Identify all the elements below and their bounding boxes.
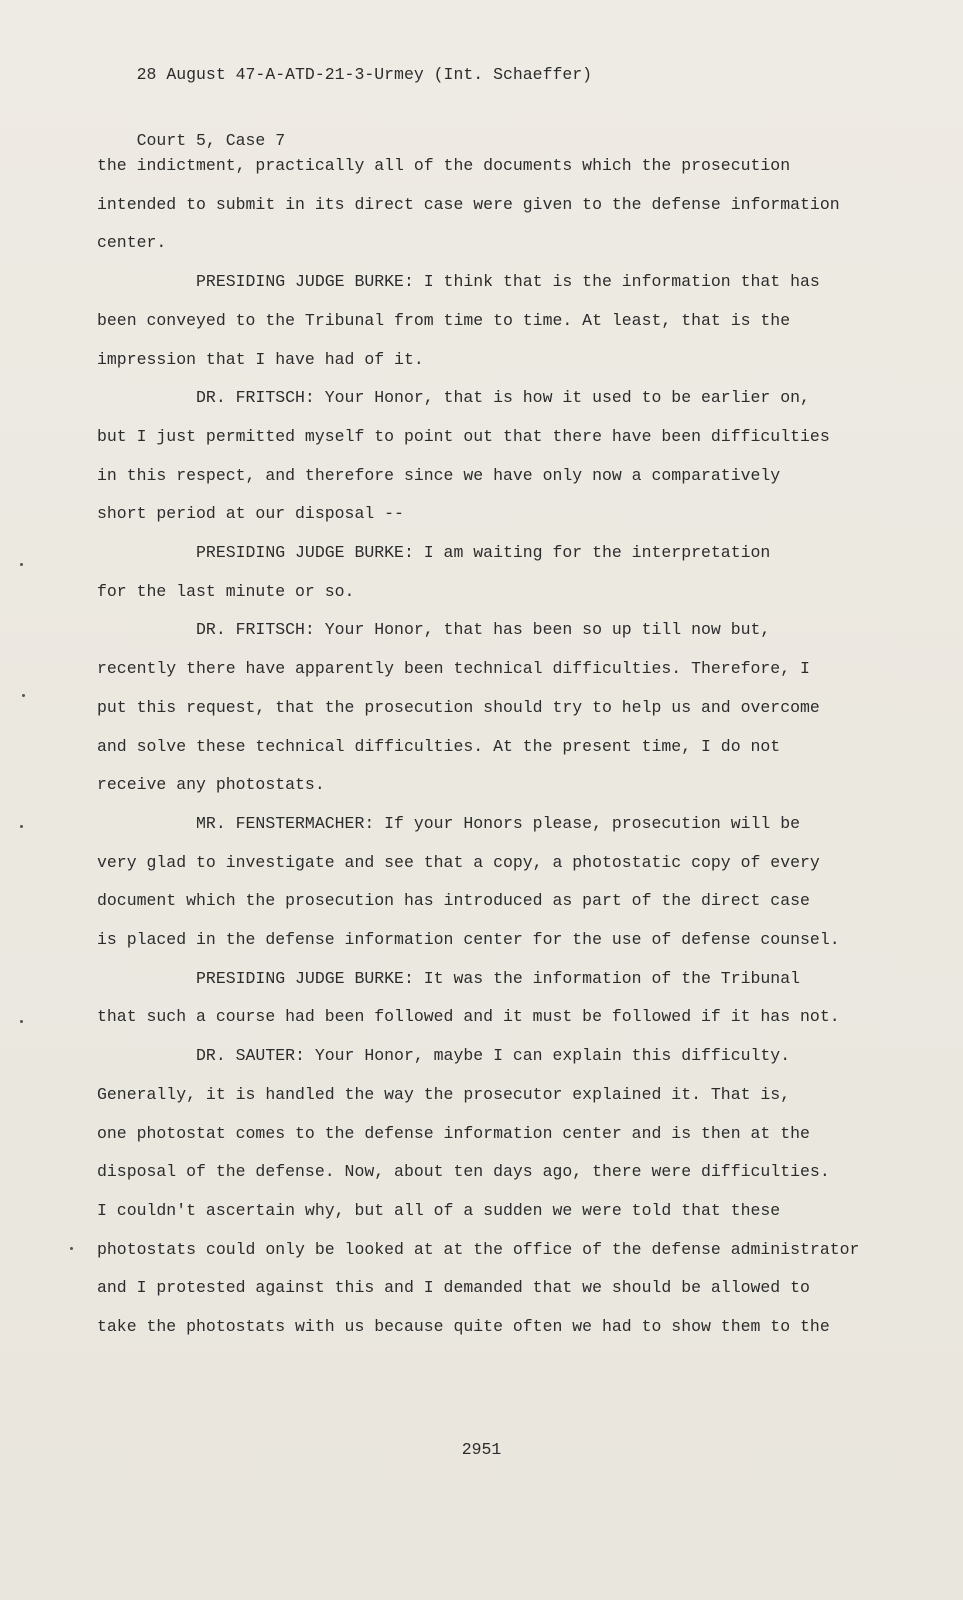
- transcript-line: PRESIDING JUDGE BURKE: I am waiting for the interpretation: [97, 543, 771, 563]
- paper-speck: [20, 563, 23, 566]
- header-line-court-case: Court 5, Case 7: [136, 131, 286, 150]
- transcript-line: center.: [97, 233, 167, 253]
- transcript-line: but I just permitted myself to point out that there have been difficulties: [97, 426, 830, 446]
- transcript-line: one photostat comes to the defense information center and is then at the: [97, 1123, 810, 1143]
- transcript-line: I couldn't ascertain why, but all of a sudden we were told that these: [97, 1200, 781, 1220]
- transcript-line: and I protested against this and I demanded that we should be allowed to: [97, 1278, 810, 1298]
- page-number: 2951: [461, 1440, 502, 1459]
- transcript-line: very glad to investigate and see that a copy, a photostatic copy of every: [97, 852, 820, 872]
- transcript-line: DR. FRITSCH: Your Honor, that is how it used to be earlier on,: [97, 388, 810, 408]
- transcript-body: [97, 147, 887, 1347]
- paper-speck: [20, 825, 23, 828]
- transcript-line: PRESIDING JUDGE BURKE: It was the information of the Tribunal: [97, 968, 801, 988]
- paper-speck: [22, 694, 25, 697]
- transcript-line: DR. SAUTER: Your Honor, maybe I can explain this difficulty.: [97, 1046, 791, 1066]
- transcript-line: intended to submit in its direct case were given to the defense information: [97, 194, 840, 214]
- transcript-line: receive any photostats.: [97, 775, 325, 795]
- transcript-line: document which the prosecution has introduced as part of the direct case: [97, 891, 810, 911]
- paper-speck: [70, 1247, 73, 1250]
- paper-speck: [20, 1020, 23, 1023]
- transcript-line: the indictment, practically all of the documents which the prosecution: [97, 156, 791, 175]
- header-line-date-reference: 28 August 47-A-ATD-21-3-Urmey (Int. Schaeffer): [136, 65, 593, 84]
- transcript-line: that such a course had been followed and it must be followed if it has not.: [97, 1007, 840, 1027]
- transcript-line: for the last minute or so.: [97, 581, 355, 601]
- transcript-line: been conveyed to the Tribunal from time to time. At least, that is the: [97, 310, 791, 330]
- transcript-line: DR. FRITSCH: Your Honor, that has been so up till now but,: [97, 620, 771, 640]
- transcript-line: PRESIDING JUDGE BURKE: I think that is the information that has: [97, 272, 820, 292]
- transcript-line: take the photostats with us because quite often we had to show them to the: [97, 1317, 830, 1337]
- transcript-line: in this respect, and therefore since we have only now a comparatively: [97, 465, 781, 485]
- transcript-line: and solve these technical difficulties. At the present time, I do not: [97, 736, 781, 756]
- transcript-line: disposal of the defense. Now, about ten days ago, there were difficulties.: [97, 1162, 830, 1182]
- transcript-line: put this request, that the prosecution should try to help us and overcome: [97, 697, 820, 717]
- transcript-line: short period at our disposal --: [97, 504, 404, 524]
- transcript-line: Generally, it is handled the way the prosecutor explained it. That is,: [97, 1084, 791, 1104]
- transcript-line: recently there have apparently been technical difficulties. Therefore, I: [97, 659, 810, 679]
- transcript-line: impression that I have had of it.: [97, 349, 424, 369]
- transcript-line: MR. FENSTERMACHER: If your Honors please, prosecution will be: [97, 813, 801, 833]
- transcript-line: is placed in the defense information center for the use of defense counsel.: [97, 930, 840, 950]
- transcript-line: photostats could only be looked at at the office of the defense administrator: [97, 1239, 860, 1259]
